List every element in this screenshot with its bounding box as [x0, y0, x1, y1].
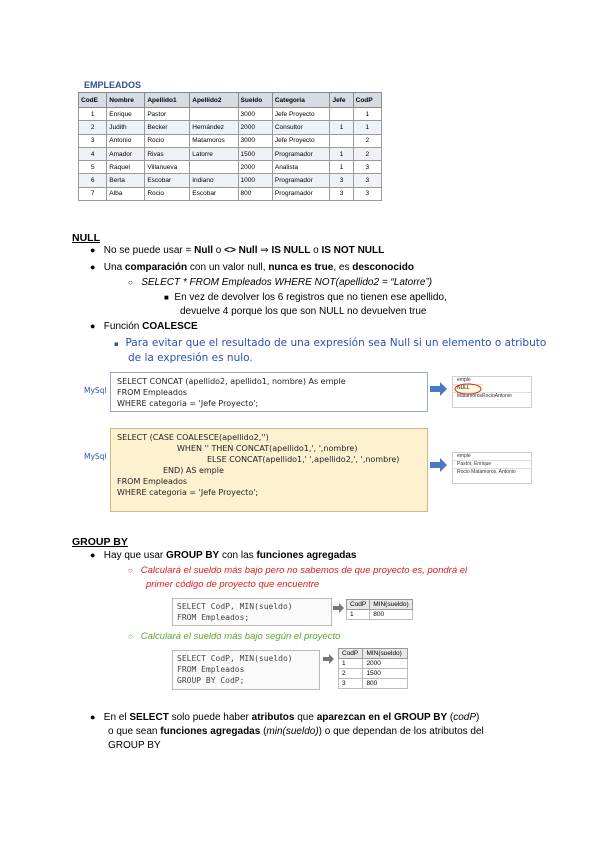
red-circle-highlight — [453, 383, 483, 395]
bullet-icon: ● — [90, 245, 96, 255]
table-cell: Rocio — [145, 134, 190, 147]
table-cell: Jefe Proyecto — [272, 134, 330, 147]
table-cell: 3 — [353, 174, 381, 187]
table-cell — [190, 161, 238, 174]
table-cell: 2000 — [238, 161, 272, 174]
blue-bullet-icon: ▪ — [114, 340, 119, 348]
null-sub-sub-bullet-cont: devuelve 4 porque los que son NULL no devuelven true — [180, 306, 427, 317]
sql-query-coalesce: SELECT (CASE COALESCE(apellido2,'') WHEN '' THEN CONCAT(apellido1,', ',nombre) ELSE CONCAT(apellido1,' ',apellido2,', ',nombre) END) AS emple FROM Empleados WHERE categoria = 'Jefe Proyecto'; — [110, 428, 428, 512]
table-cell: 2 — [79, 121, 107, 134]
table-cell: Amador — [107, 147, 145, 160]
table-cell: 1 — [79, 108, 107, 121]
column-header: Apellido1 — [145, 93, 190, 108]
circle-bullet-icon: ○ — [128, 632, 133, 641]
arrow-icon-4 — [323, 654, 335, 664]
table-cell: Escobar — [190, 187, 238, 200]
table-cell: Matamoros — [190, 134, 238, 147]
table-cell: 3 — [79, 134, 107, 147]
table-cell: 6 — [79, 174, 107, 187]
circle-bullet-icon: ○ — [128, 566, 133, 575]
table-cell: Programador — [272, 147, 330, 160]
table-cell: Pastor — [145, 108, 190, 121]
table-cell: Consultor — [272, 121, 330, 134]
table-cell — [330, 134, 353, 147]
table-cell: Alba — [107, 187, 145, 200]
empleados-table — [78, 92, 382, 201]
mysql-label: MySql — [84, 386, 107, 395]
groupby-bullet-1: ● Hay que usar GROUP BY con las funciones agregadas — [90, 550, 357, 561]
sql-query-concat: SELECT CONCAT (apellido2, apellido1, nombre) As emple FROM Empleados WHERE categoria = 'Jefe Proyecto'; — [110, 372, 428, 412]
table-cell: Latorre — [190, 147, 238, 160]
table-cell: Becker — [145, 121, 190, 134]
table-cell: Antonio — [107, 134, 145, 147]
table-row — [79, 161, 382, 174]
table-cell: 2 — [353, 147, 381, 160]
column-header: Nombre — [107, 93, 145, 108]
coalesce-description: ▪ Para evitar que el resultado de una expresión sea Null si un elemento o atributo de la expresión es nulo. — [114, 337, 547, 364]
bullet-icon: ● — [90, 321, 96, 331]
table-cell: Rocio — [145, 187, 190, 200]
table-cell: Enrique — [107, 108, 145, 121]
section-heading-groupby: GROUP BY — [72, 536, 128, 548]
table-row — [79, 134, 382, 147]
table-cell: 4 — [79, 147, 107, 160]
arrow-icon-2 — [430, 458, 448, 472]
table-cell: Jefe Proyecto — [272, 108, 330, 121]
table-cell: Villanueva — [145, 161, 190, 174]
sql-query-min: SELECT CodP, MIN(sueldo) FROM Empleados; — [172, 598, 332, 626]
arrow-icon — [430, 382, 448, 396]
table-cell: Hernández — [190, 121, 238, 134]
table-cell: Programador — [272, 174, 330, 187]
table-row — [79, 147, 382, 160]
table-cell: 1 — [330, 161, 353, 174]
null-bullet-2: ● Una comparación con un valor null, nunca es true, es desconocido — [90, 262, 414, 273]
table-cell: Analista — [272, 161, 330, 174]
groupby-red-note: ○ Calculará el sueldo más bajo pero no sabemos de que proyecto es, pondrá el primer código de proyecto que encuentre — [128, 565, 468, 590]
circle-bullet-icon: ○ — [128, 278, 133, 287]
null-sub-bullet: ○ SELECT * FROM Empleados WHERE NOT(apellido2 = “Latorre”) — [128, 277, 433, 288]
table-row — [79, 121, 382, 134]
arrow-icon-3 — [333, 603, 345, 613]
table-cell: 3 — [353, 161, 381, 174]
column-header: Jefe — [330, 93, 353, 108]
table-cell — [190, 108, 238, 121]
table-cell — [330, 108, 353, 121]
table-cell: 1 — [353, 121, 381, 134]
mysql-label-2: MySql — [84, 452, 107, 461]
table-cell: Rivas — [145, 147, 190, 160]
column-header: Apellido2 — [190, 93, 238, 108]
table-cell: 1 — [353, 108, 381, 121]
table-row — [79, 174, 382, 187]
result-concat: emple NULL MatamorosRocioAntonio — [452, 376, 532, 408]
table-cell: 1 — [330, 147, 353, 160]
table-cell: Escobar — [145, 174, 190, 187]
bullet-icon: ● — [90, 262, 96, 272]
table-cell: 1500 — [238, 147, 272, 160]
bullet-icon: ● — [90, 550, 96, 560]
table-cell: 3 — [330, 187, 353, 200]
groupby-bullet-2-line2: o que sean funciones agregadas (min(sueldo)) o que dependan de los atributos del — [108, 726, 484, 737]
table-title: EMPLEADOS — [84, 80, 142, 90]
table-cell: 800 — [238, 187, 272, 200]
table-cell: Judith — [107, 121, 145, 134]
table-header-row — [79, 93, 382, 108]
table-cell: Berta — [107, 174, 145, 187]
table-cell: Raquel — [107, 161, 145, 174]
table-cell: 2 — [353, 134, 381, 147]
groupby-green-note: ○ Calculará el sueldo más bajo según el proyecto — [128, 631, 341, 642]
table-cell: 3000 — [238, 108, 272, 121]
column-header: Categoria — [272, 93, 330, 108]
groupby-bullet-2: ● En el SELECT solo puede haber atributos que aparezcan en el GROUP BY (codP) — [90, 712, 480, 723]
result-coalesce: emple Pastor, Enrique Rocio Matamoros, Antonio — [452, 452, 532, 484]
null-sub-sub-bullet: ■ En vez de devolver los 6 registros que no tienen ese apellido, — [164, 292, 447, 303]
table-cell: 2000 — [238, 121, 272, 134]
table-cell: 3000 — [238, 134, 272, 147]
result-groupby-table: CodP MIN(sueldo) 1 2000 2 1500 3 800 — [338, 648, 408, 689]
table-cell: 1000 — [238, 174, 272, 187]
table-row — [79, 108, 382, 121]
table-cell: 3 — [353, 187, 381, 200]
table-cell: 1 — [330, 121, 353, 134]
column-header: CodP — [353, 93, 381, 108]
column-header: Sueldo — [238, 93, 272, 108]
table-cell: 7 — [79, 187, 107, 200]
null-bullet-1: ● No se puede usar = Null o <> Null ⇒ IS NULL o IS NOT NULL — [90, 245, 385, 256]
column-header: CodE — [79, 93, 107, 108]
groupby-bullet-2-line3: GROUP BY — [108, 740, 161, 751]
null-bullet-3: ● Función COALESCE — [90, 321, 198, 332]
table-row — [79, 187, 382, 200]
table-cell: 3 — [330, 174, 353, 187]
result-min-table: CodP MIN(sueldo) 1 800 — [346, 599, 413, 620]
square-bullet-icon: ■ — [164, 293, 169, 302]
table-cell: Programador — [272, 187, 330, 200]
sql-query-groupby: SELECT CodP, MIN(sueldo) FROM Empleados GROUP BY CodP; — [172, 650, 320, 690]
section-heading-null: NULL — [72, 232, 100, 244]
bullet-icon: ● — [90, 712, 96, 722]
table-cell: Indiano — [190, 174, 238, 187]
table-cell: 5 — [79, 161, 107, 174]
